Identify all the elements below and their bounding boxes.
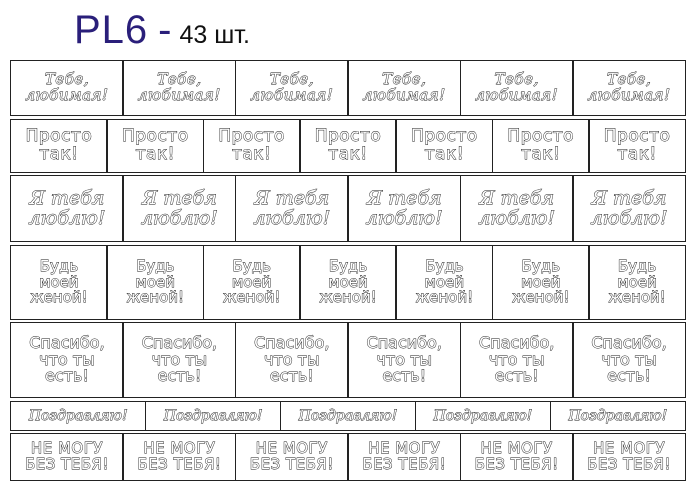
sticker-text-line: Будь: [617, 256, 657, 275]
sticker-ya-tebya-lyublyu: [460, 175, 574, 242]
sticker-pozdravlyayu: [280, 401, 416, 431]
product-code: PL6: [74, 8, 149, 52]
sticker-text-line: так!: [39, 144, 79, 164]
sticker-text-line: Тебе,: [382, 70, 427, 89]
sticker-text-line: любимая!: [362, 86, 446, 104]
sticker-text-line: Будь: [232, 256, 271, 275]
sticker-bud-moey-zhenoy: [203, 245, 301, 320]
sticker-spasibo-chto-ty-est: [235, 322, 349, 398]
sticker-row: [10, 433, 686, 481]
sticker-text-line: люблю!: [140, 206, 218, 229]
sticker-text-line: так!: [328, 144, 368, 164]
sticker-text-line: что ты: [488, 349, 545, 369]
sticker-text-line: Спасибо,: [254, 332, 330, 352]
sticker-tebe-lyubimaya: [460, 60, 574, 116]
sticker-spasibo-chto-ty-est: [122, 322, 236, 398]
sticker-ne-mogu-bez-tebya: [460, 433, 574, 481]
sticker-text-line: Будь: [425, 256, 464, 275]
sticker-text-line: БЕЗ ТЕБЯ!: [137, 455, 222, 473]
sheet-title: [74, 8, 250, 54]
sticker-text-line: Я тебя: [141, 186, 217, 209]
sticker-text-line: Просто: [25, 126, 93, 147]
sticker-spasibo-chto-ty-est: [347, 322, 461, 398]
sticker-text-line: БЕЗ ТЕБЯ!: [474, 455, 559, 473]
sticker-text-line: моей: [424, 272, 465, 291]
sticker-text-line: Будь: [136, 256, 175, 275]
sticker-text-line: есть!: [494, 366, 539, 386]
sticker-text-line: люблю!: [28, 206, 106, 229]
sticker-text-line: Тебе,: [494, 70, 539, 89]
sticker-text-line: Просто: [121, 126, 189, 147]
sticker-text-line: Просто: [411, 126, 478, 147]
sticker-spasibo-chto-ty-est: [460, 322, 574, 398]
sticker-text-line: любимая!: [25, 86, 109, 104]
sticker-row: [10, 245, 686, 320]
sticker-ya-tebya-lyublyu: [122, 175, 236, 242]
sticker-text-line: так!: [424, 144, 465, 164]
sticker-spasibo-chto-ty-est: [572, 322, 686, 398]
sticker-text-line: НЕ МОГУ: [30, 439, 103, 458]
sticker-text-line: НЕ МОГУ: [480, 439, 553, 458]
sticker-text-line: женой!: [222, 288, 281, 307]
sticker-text-line: моей: [39, 272, 79, 291]
sticker-spasibo-chto-ty-est: [10, 322, 124, 398]
sticker-text-line: люблю!: [478, 206, 556, 229]
sticker-text-line: моей: [520, 272, 561, 291]
sticker-text-line: любимая!: [587, 86, 671, 104]
sticker-text-line: так!: [231, 144, 272, 164]
sticker-prosto-tak: [492, 119, 590, 173]
sticker-prosto-tak: [106, 119, 204, 173]
sticker-text-line: Просто: [314, 126, 382, 147]
sticker-text-line: Спасибо,: [366, 332, 442, 352]
sticker-tebe-lyubimaya: [122, 60, 236, 116]
sticker-pozdravlyayu: [550, 401, 686, 431]
sticker-pozdravlyayu: [415, 401, 551, 431]
sticker-text-line: есть!: [607, 366, 651, 386]
sticker-text-line: что ты: [151, 349, 208, 369]
sticker-ya-tebya-lyublyu: [10, 175, 124, 242]
sticker-text-line: женой!: [126, 288, 185, 307]
sticker-text-line: женой!: [415, 288, 474, 307]
sticker-bud-moey-zhenoy: [10, 245, 108, 320]
sticker-tebe-lyubimaya: [10, 60, 124, 116]
sticker-text-line: НЕ МОГУ: [255, 439, 328, 458]
sticker-ya-tebya-lyublyu: [347, 175, 461, 242]
sticker-ne-mogu-bez-tebya: [10, 433, 124, 481]
sticker-text-line: люблю!: [590, 206, 668, 229]
sticker-text-line: Поздравляю!: [28, 407, 128, 424]
sticker-text-line: что ты: [39, 349, 95, 369]
sticker-text-line: люблю!: [365, 206, 443, 229]
sticker-bud-moey-zhenoy: [106, 245, 204, 320]
sticker-text-line: Тебе,: [157, 70, 202, 89]
sticker-text-line: Я тебя: [366, 186, 442, 209]
sticker-text-line: Я тебя: [29, 186, 105, 209]
sticker-tebe-lyubimaya: [235, 60, 349, 116]
sticker-text-line: БЕЗ ТЕБЯ!: [362, 455, 447, 473]
sticker-text-line: НЕ МОГУ: [143, 439, 216, 458]
sticker-prosto-tak: [588, 119, 686, 173]
sticker-bud-moey-zhenoy: [492, 245, 590, 320]
sticker-text-line: Поздравляю!: [298, 407, 398, 424]
sticker-text-line: женой!: [608, 288, 666, 307]
sticker-text-line: Я тебя: [479, 186, 555, 209]
sticker-prosto-tak: [299, 119, 397, 173]
sticker-text-line: любимая!: [250, 86, 334, 104]
sticker-bud-moey-zhenoy: [588, 245, 686, 320]
sticker-bud-moey-zhenoy: [299, 245, 397, 320]
sticker-text-line: моей: [617, 272, 657, 291]
sticker-text-line: Поздравляю!: [433, 407, 533, 424]
sticker-text-line: БЕЗ ТЕБЯ!: [587, 455, 672, 473]
sticker-tebe-lyubimaya: [572, 60, 686, 116]
sticker-ne-mogu-bez-tebya: [572, 433, 686, 481]
sticker-text-line: любимая!: [137, 86, 221, 104]
sticker-text-line: моей: [328, 272, 368, 291]
sticker-text-line: так!: [617, 144, 657, 164]
sticker-text-line: есть!: [382, 366, 427, 386]
sticker-text-line: НЕ МОГУ: [593, 439, 666, 458]
sticker-row: [10, 60, 686, 116]
sticker-text-line: Спасибо,: [478, 332, 555, 352]
sticker-ne-mogu-bez-tebya: [347, 433, 461, 481]
sticker-text-line: женой!: [319, 288, 377, 307]
sticker-text-line: так!: [521, 144, 561, 164]
sticker-row: [10, 401, 686, 431]
sticker-row: [10, 175, 686, 242]
sticker-row: [10, 322, 686, 398]
sticker-text-line: Я тебя: [591, 186, 667, 209]
sticker-pozdravlyayu: [145, 401, 281, 431]
sticker-prosto-tak: [10, 119, 108, 173]
sticker-text-line: женой!: [511, 288, 570, 307]
sticker-text-line: Тебе,: [44, 70, 90, 89]
sticker-text-line: Спасибо,: [29, 332, 105, 352]
sticker-text-line: что ты: [376, 349, 433, 369]
sticker-text-line: что ты: [264, 349, 320, 369]
sticker-bud-moey-zhenoy: [395, 245, 493, 320]
sticker-text-line: люблю!: [253, 206, 331, 229]
sticker-prosto-tak: [203, 119, 301, 173]
sticker-pozdravlyayu: [10, 401, 146, 431]
sticker-text-line: так!: [135, 144, 175, 164]
sticker-text-line: Тебе,: [606, 70, 652, 89]
sticker-ne-mogu-bez-tebya: [235, 433, 349, 481]
sticker-text-line: Тебе,: [269, 70, 314, 89]
sticker-row: [10, 119, 686, 173]
sticker-text-line: Просто: [603, 126, 671, 147]
sticker-ya-tebya-lyublyu: [235, 175, 349, 242]
sticker-text-line: есть!: [45, 366, 89, 386]
sticker-text-line: Поздравляю!: [163, 407, 263, 424]
sticker-text-line: Будь: [39, 256, 79, 275]
sticker-text-line: Поздравляю!: [568, 407, 668, 424]
piece-count: 43 шт.: [179, 21, 250, 49]
sticker-text-line: женой!: [30, 288, 88, 307]
sticker-text-line: Я тебя: [254, 186, 330, 209]
sticker-tebe-lyubimaya: [347, 60, 461, 116]
sticker-text-line: моей: [135, 272, 176, 291]
sticker-text-line: Спасибо,: [591, 332, 667, 352]
sticker-text-line: Будь: [328, 256, 368, 275]
sticker-ya-tebya-lyublyu: [572, 175, 686, 242]
sticker-text-line: Просто: [218, 126, 285, 147]
sticker-text-line: Спасибо,: [141, 332, 218, 352]
sticker-text-line: Просто: [507, 126, 575, 147]
sticker-text-line: моей: [231, 272, 272, 291]
sticker-text-line: БЕЗ ТЕБЯ!: [24, 455, 109, 473]
sticker-text-line: есть!: [157, 366, 202, 386]
sticker-ne-mogu-bez-tebya: [122, 433, 236, 481]
sticker-text-line: любимая!: [475, 86, 559, 104]
sticker-text-line: есть!: [269, 366, 314, 386]
sticker-prosto-tak: [395, 119, 493, 173]
sticker-text-line: что ты: [601, 349, 657, 369]
sticker-text-line: Будь: [521, 256, 560, 275]
sticker-text-line: НЕ МОГУ: [368, 439, 441, 458]
title-dash: -: [158, 8, 172, 52]
sticker-text-line: БЕЗ ТЕБЯ!: [249, 455, 334, 473]
